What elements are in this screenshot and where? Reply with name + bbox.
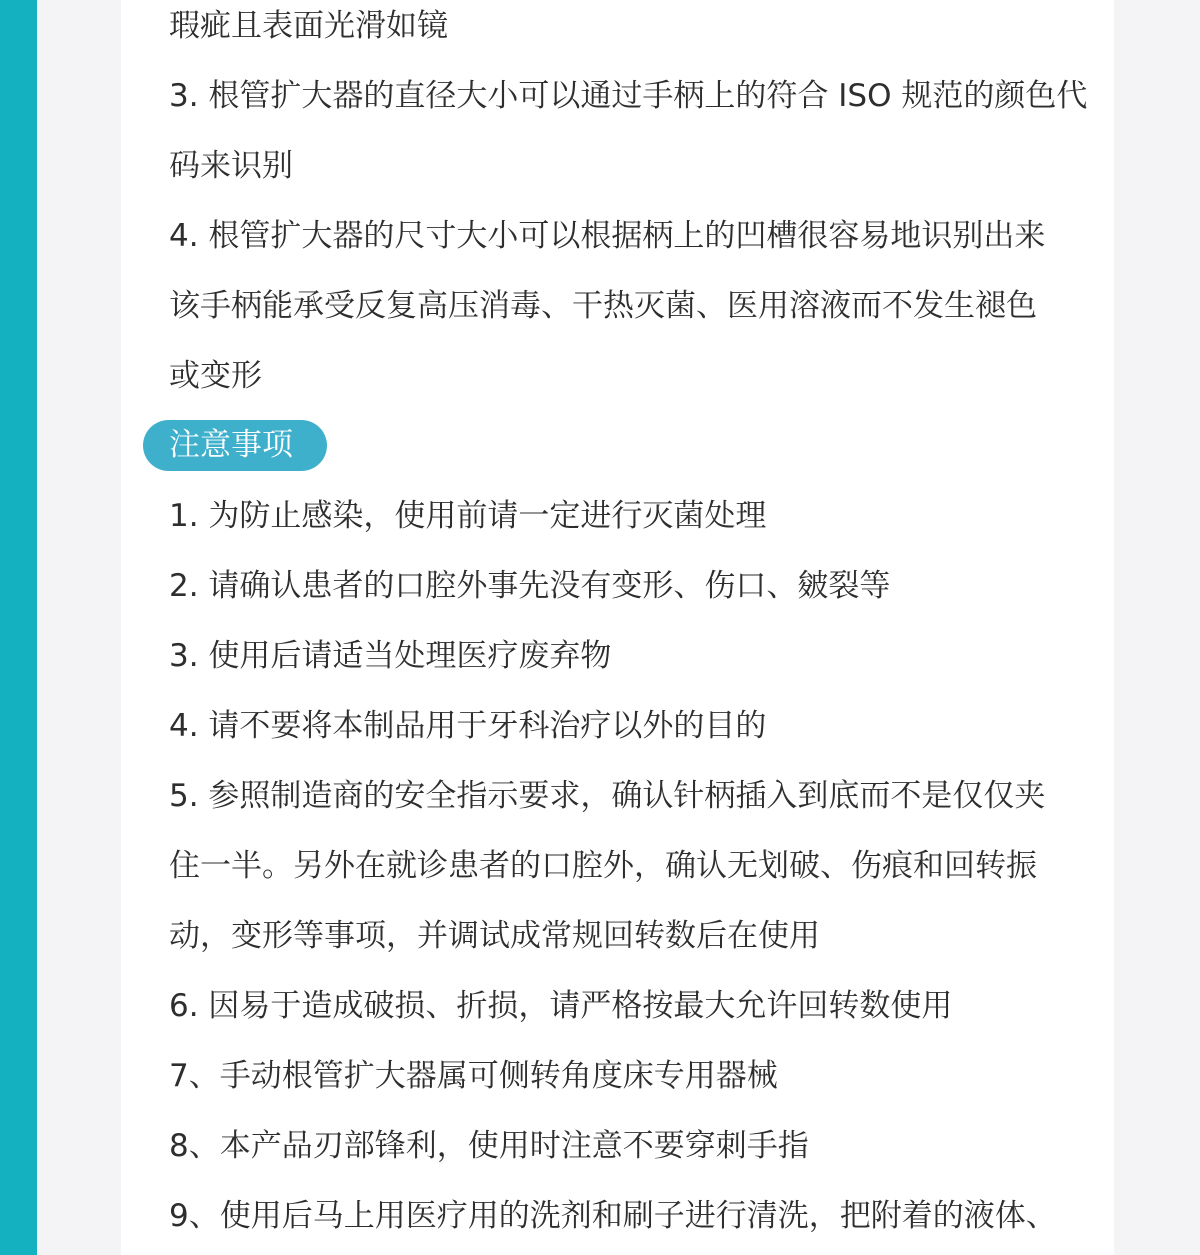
note-item-5-continued-2: 动，变形等事项，并调试成常规回转数后在使用 — [169, 918, 820, 954]
note-item-1: 1. 为防止感染，使用前请一定进行灭菌处理 — [169, 498, 767, 534]
feature-item-3-continued: 码来识别 — [169, 148, 293, 184]
section-title-badge: 注意事项 — [143, 420, 327, 471]
feature-item-4-continued: 该手柄能承受反复高压消毒、干热灭菌、医用溶液而不发生褪色 — [169, 288, 1037, 324]
left-accent-bar — [0, 0, 37, 1255]
note-item-2: 2. 请确认患者的口腔外事先没有变形、伤口、皴裂等 — [169, 568, 891, 604]
note-item-7: 7、手动根管扩大器属可侧转角度床专用器械 — [169, 1058, 778, 1094]
note-item-5-continued: 住一半。另外在就诊患者的口腔外，确认无划破、伤痕和回转振 — [169, 848, 1037, 884]
note-item-9: 9、使用后马上用医疗用的洗剂和刷子进行清洗，把附着的液体、 — [169, 1198, 1057, 1234]
note-item-6: 6. 因易于造成破损、折损，请严格按最大允许回转数使用 — [169, 988, 953, 1024]
note-item-4: 4. 请不要将本制品用于牙科治疗以外的目的 — [169, 708, 767, 744]
feature-item-3: 3. 根管扩大器的直径大小可以通过手柄上的符合 ISO 规范的颜色代 — [169, 78, 1088, 114]
feature-item-4: 4. 根管扩大器的尺寸大小可以根据柄上的凹槽很容易地识别出来 — [169, 218, 1046, 254]
note-item-5: 5. 参照制造商的安全指示要求，确认针柄插入到底而不是仅仅夹 — [169, 778, 1046, 814]
note-item-8: 8、本产品刃部锋利，使用时注意不要穿刺手指 — [169, 1128, 809, 1164]
feature-line-continued: 瑕疵且表面光滑如镜 — [169, 8, 448, 44]
feature-item-4-continued-2: 或变形 — [169, 358, 262, 394]
note-item-3: 3. 使用后请适当处理医疗废弃物 — [169, 638, 612, 674]
